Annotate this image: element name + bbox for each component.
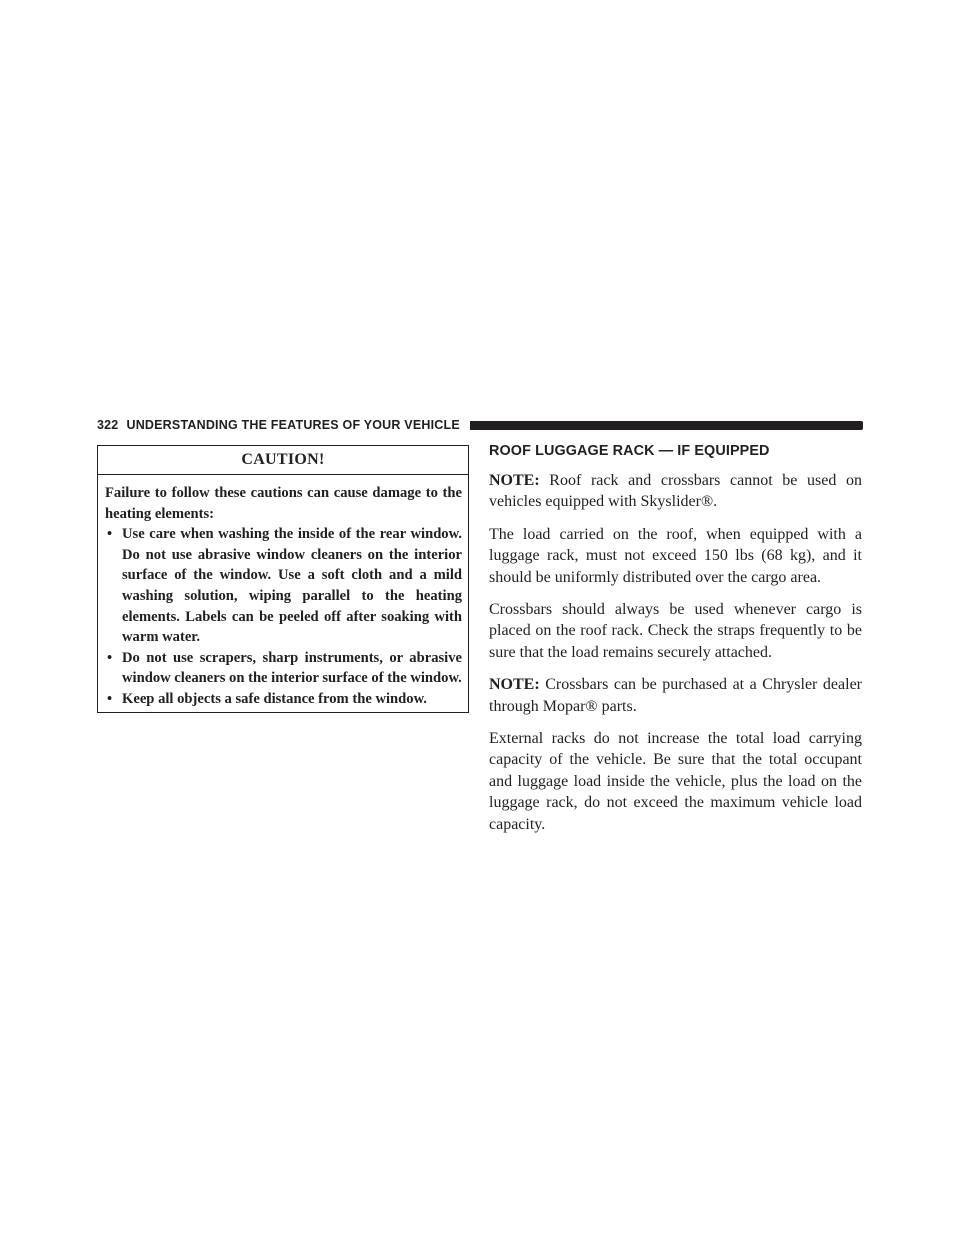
roof-rack-section xyxy=(489,443,862,846)
caution-bullet-item xyxy=(105,524,462,648)
caution-bullet-text: Keep all objects a safe distance from the window. xyxy=(122,690,427,707)
bullet-icon: • xyxy=(107,690,113,707)
body-paragraph: Crossbars should always be used whenever cargo is placed on the roof rack. Check the straps frequently to be sure that the load remains securely attached. xyxy=(489,601,862,661)
caution-bullet-text: Use care when washing the inside of the rear window. Do not use abrasive window cleaners on the interior surface of the window. Use a soft cloth and a mild washing solution, wiping parallel to the heating elements. Labels can be peeled off after soaking with warm water. xyxy=(122,526,462,646)
bullet-icon: • xyxy=(107,649,113,666)
header-rule xyxy=(470,421,863,430)
section-title: UNDERSTANDING THE FEATURES OF YOUR VEHICLE xyxy=(126,418,460,432)
note-label: NOTE: xyxy=(489,676,540,694)
body-paragraph: External racks do not increase the total load carrying capacity of the vehicle. Be sure that the total occupant and luggage load inside the vehicle, plus the load on the luggage rack, do not exceed the maximum vehicle load capacity. xyxy=(489,730,862,833)
page-header xyxy=(97,418,863,432)
caution-bullet-list xyxy=(105,524,462,709)
section-heading: ROOF LUGGAGE RACK — IF EQUIPPED xyxy=(489,443,770,459)
note-text: Roof rack and crossbars cannot be used on vehicles equipped with Skyslider®. xyxy=(489,472,862,511)
caution-bullet-item xyxy=(105,689,462,710)
caution-bullet-text: Do not use scrapers, sharp instruments, or abrasive window cleaners on the interior surface of the window. xyxy=(122,649,462,687)
note-text: Crossbars can be purchased at a Chrysler dealer through Mopar® parts. xyxy=(489,676,862,715)
note-paragraph xyxy=(489,470,862,513)
caution-title: CAUTION! xyxy=(98,446,468,475)
caution-box xyxy=(97,445,469,713)
caution-bullet-item xyxy=(105,648,462,689)
caution-intro: Failure to follow these cautions can cause damage to the heating elements: xyxy=(105,485,462,522)
body-paragraph: The load carried on the roof, when equipped with a luggage rack, must not exceed 150 lbs (68 kg), and it should be uniformly distributed over the cargo area. xyxy=(489,525,862,586)
caution-body xyxy=(98,475,468,710)
note-label: NOTE: xyxy=(489,472,540,489)
bullet-icon: • xyxy=(107,526,113,543)
note-paragraph xyxy=(489,674,862,717)
page-number: 322 xyxy=(97,418,119,432)
